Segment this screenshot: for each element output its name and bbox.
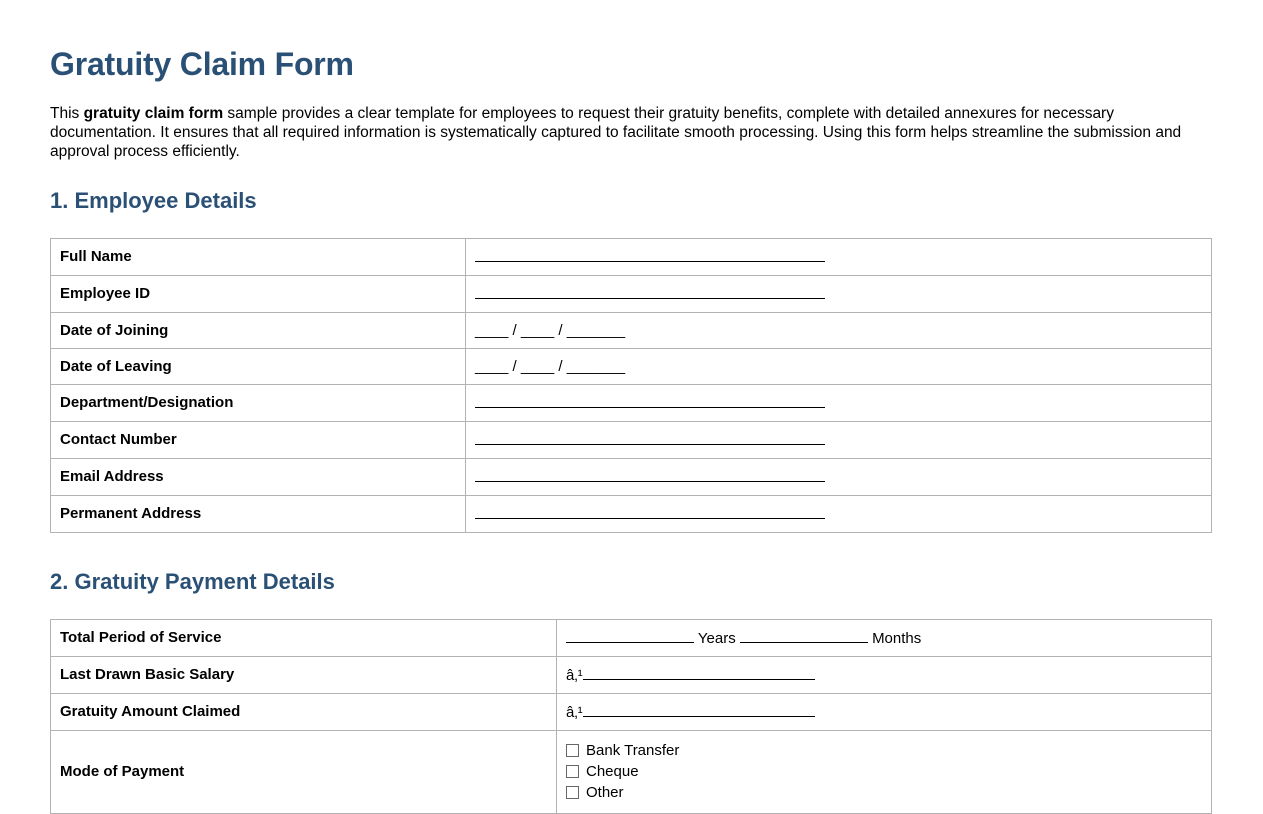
amount-input-line[interactable] xyxy=(583,703,815,717)
table-row xyxy=(51,348,1212,384)
row-label-total-period-of-service: Total Period of Service xyxy=(51,619,557,656)
currency-symbol: â‚¹ xyxy=(566,666,583,684)
row-value-mode-of-payment xyxy=(557,730,1212,813)
table-row xyxy=(51,693,1212,730)
row-label-permanent-address: Permanent Address xyxy=(51,495,466,532)
intro-text-after: sample provides a clear template for employees to request their gratuity benefits, complete with detailed annexures for necessary documentation. It ensures that all required information is systematically captured to facilitate smooth processing. Using this form helps streamline the submission and approval process efficiently. xyxy=(50,104,1182,160)
table-row xyxy=(51,619,1212,656)
input-line[interactable] xyxy=(475,248,825,262)
row-value-department-designation[interactable] xyxy=(466,384,1212,421)
years-unit-label: Years xyxy=(697,629,736,647)
checkbox-icon[interactable] xyxy=(566,744,579,757)
gratuity-payment-details-table xyxy=(50,619,1212,814)
intro-text-bold: gratuity claim form xyxy=(83,104,224,122)
checkbox-icon[interactable] xyxy=(566,786,579,799)
row-value-gratuity-amount-claimed[interactable] xyxy=(557,693,1212,730)
years-input-line[interactable] xyxy=(566,629,694,643)
row-value-email-address[interactable] xyxy=(466,458,1212,495)
row-label-email-address: Email Address xyxy=(51,458,466,495)
row-label-contact-number: Contact Number xyxy=(51,421,466,458)
row-value-employee-id[interactable] xyxy=(466,275,1212,312)
table-row xyxy=(51,238,1212,275)
input-line[interactable] xyxy=(475,431,825,445)
checkbox-icon[interactable] xyxy=(566,765,579,778)
input-line[interactable] xyxy=(475,468,825,482)
table-row xyxy=(51,421,1212,458)
section-1-heading: 1. Employee Details xyxy=(50,187,257,213)
row-label-department-designation: Department/Designation xyxy=(51,384,466,421)
row-label-last-drawn-basic-salary: Last Drawn Basic Salary xyxy=(51,656,557,693)
table-row xyxy=(51,312,1212,348)
table-row xyxy=(51,384,1212,421)
input-line[interactable] xyxy=(475,394,825,408)
checkbox-label: Bank Transfer xyxy=(586,741,680,759)
row-value-full-name[interactable] xyxy=(466,238,1212,275)
row-value-total-period-of-service[interactable] xyxy=(557,619,1212,656)
row-label-date-of-joining: Date of Joining xyxy=(51,312,466,348)
months-input-line[interactable] xyxy=(740,629,868,643)
row-value-date-of-leaving[interactable]: ____ / ____ / _______ xyxy=(466,348,1212,384)
row-label-full-name: Full Name xyxy=(51,238,466,275)
row-label-mode-of-payment: Mode of Payment xyxy=(51,730,557,813)
checkbox-option-bank-transfer[interactable] xyxy=(566,741,1202,761)
page-title: Gratuity Claim Form xyxy=(50,46,354,82)
table-row xyxy=(51,495,1212,532)
amount-input-line[interactable] xyxy=(583,666,815,680)
table-row xyxy=(51,275,1212,312)
checkbox-option-cheque[interactable] xyxy=(566,762,1202,782)
row-value-permanent-address[interactable] xyxy=(466,495,1212,532)
checkbox-label: Other xyxy=(586,783,624,801)
checkbox-option-other[interactable] xyxy=(566,783,1202,803)
currency-symbol: â‚¹ xyxy=(566,703,583,721)
row-value-contact-number[interactable] xyxy=(466,421,1212,458)
row-label-gratuity-amount-claimed: Gratuity Amount Claimed xyxy=(51,693,557,730)
intro-paragraph xyxy=(50,105,1200,162)
row-label-date-of-leaving: Date of Leaving xyxy=(51,348,466,384)
months-unit-label: Months xyxy=(872,629,922,647)
intro-text-before: This xyxy=(50,104,84,122)
row-value-last-drawn-basic-salary[interactable] xyxy=(557,656,1212,693)
input-line[interactable] xyxy=(475,285,825,299)
table-row xyxy=(51,656,1212,693)
row-label-employee-id: Employee ID xyxy=(51,275,466,312)
employee-details-table xyxy=(50,238,1212,533)
row-value-date-of-joining[interactable]: ____ / ____ / _______ xyxy=(466,312,1212,348)
table-row xyxy=(51,730,1212,813)
section-2-heading: 2. Gratuity Payment Details xyxy=(50,568,335,594)
input-line[interactable] xyxy=(475,505,825,519)
checkbox-label: Cheque xyxy=(586,762,639,780)
table-row xyxy=(51,458,1212,495)
